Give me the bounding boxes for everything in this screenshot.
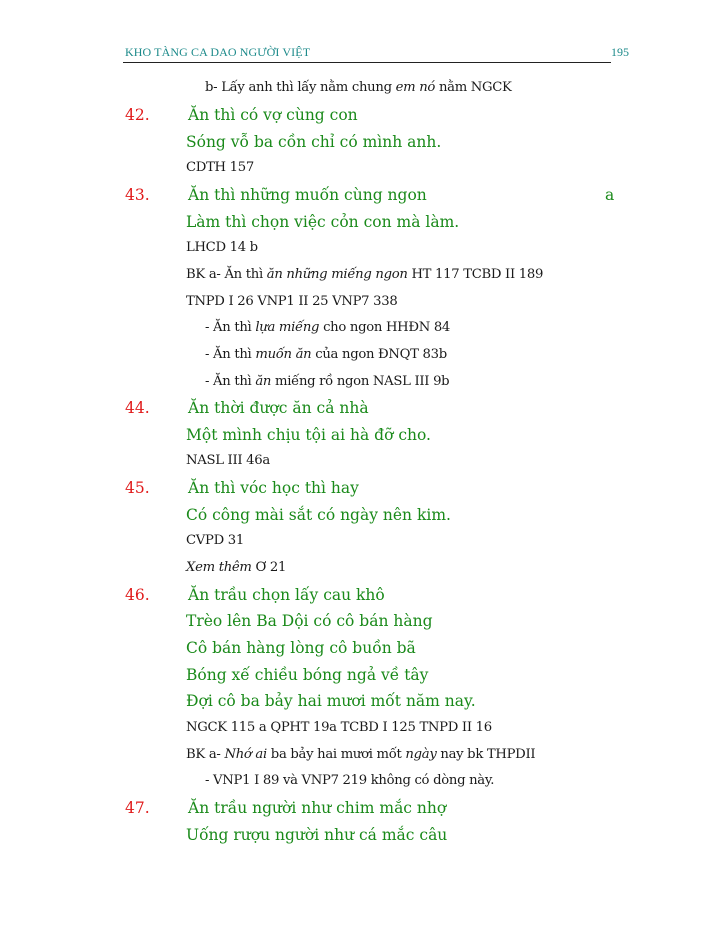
- entry-number: 43.: [125, 186, 150, 204]
- verse-line: Ăn thời được ăn cả nhà: [188, 399, 369, 417]
- entry-number: 44.: [125, 399, 150, 417]
- reference-line: BK a- Ăn thì ăn những miếng ngon HT 117 TCBD II 189: [186, 267, 544, 282]
- verse-line: Uống rượu người như cá mắc câu: [186, 826, 448, 844]
- reference-line: - Ăn thì lựa miếng cho ngon HHĐN 84: [205, 320, 451, 335]
- reference-line: - Ăn thì ăn miếng rồ ngon NASL III 9b: [205, 374, 450, 389]
- reference-line: NASL III 46a: [186, 453, 270, 468]
- variant-marker: a: [605, 186, 615, 204]
- verse-line: Cô bán hàng lòng cô buồn bã: [186, 639, 416, 657]
- reference-line: NGCK 115 a QPHT 19a TCBD I 125 TNPD II 16: [186, 720, 492, 735]
- verse-line: Đợi cô ba bảy hai mươi mốt năm nay.: [186, 692, 476, 710]
- entry-number: 47.: [125, 799, 150, 817]
- verse-line: Ăn trầu chọn lấy cau khô: [188, 586, 385, 604]
- verse-line: Ăn trầu người như chim mắc nhợ: [188, 799, 447, 817]
- running-header-title: KHO TÀNG CA DAO NGƯỜI VIỆT: [125, 45, 311, 59]
- header-rule: [123, 62, 611, 63]
- reference-line: LHCD 14 b: [186, 240, 258, 255]
- reference-line: CVPD 31: [186, 533, 244, 548]
- reference-line: BK a- Nhớ ai ba bảy hai mươi mốt ngày nay bk THPDII: [186, 747, 536, 762]
- verse-line: Bóng xế chiều bóng ngả về tây: [186, 666, 429, 684]
- verse-line: Ăn thì vóc học thì hay: [188, 479, 359, 497]
- entry-number: 46.: [125, 586, 150, 604]
- entry-number: 45.: [125, 479, 150, 497]
- verse-line: Một mình chịu tội ai hà đỡ cho.: [186, 426, 431, 444]
- verse-line: Trèo lên Ba Dội có cô bán hàng: [186, 612, 433, 630]
- reference-line: TNPD I 26 VNP1 II 25 VNP7 338: [186, 294, 398, 309]
- verse-line: Ăn thì những muốn cùng ngon: [188, 186, 427, 204]
- verse-line: Ăn thì có vợ cùng con: [188, 106, 358, 124]
- reference-line: b- Lấy anh thì lấy nằm chung em nó nằm NGCK: [205, 80, 512, 95]
- reference-line: CDTH 157: [186, 160, 254, 175]
- verse-line: Có công mài sắt có ngày nên kim.: [186, 506, 451, 524]
- verse-line: Làm thì chọn việc cỏn con mà làm.: [186, 213, 460, 231]
- cross-reference: Xem thêm Ơ 21: [186, 560, 287, 575]
- entry-number: 42.: [125, 106, 150, 124]
- reference-line: - Ăn thì muốn ăn của ngon ĐNQT 83b: [205, 347, 447, 362]
- reference-line: - VNP1 I 89 và VNP7 219 không có dòng này.: [205, 773, 495, 788]
- page-number: 195: [611, 45, 629, 59]
- verse-line: Sóng vỗ ba cồn chỉ có mình anh.: [186, 133, 442, 151]
